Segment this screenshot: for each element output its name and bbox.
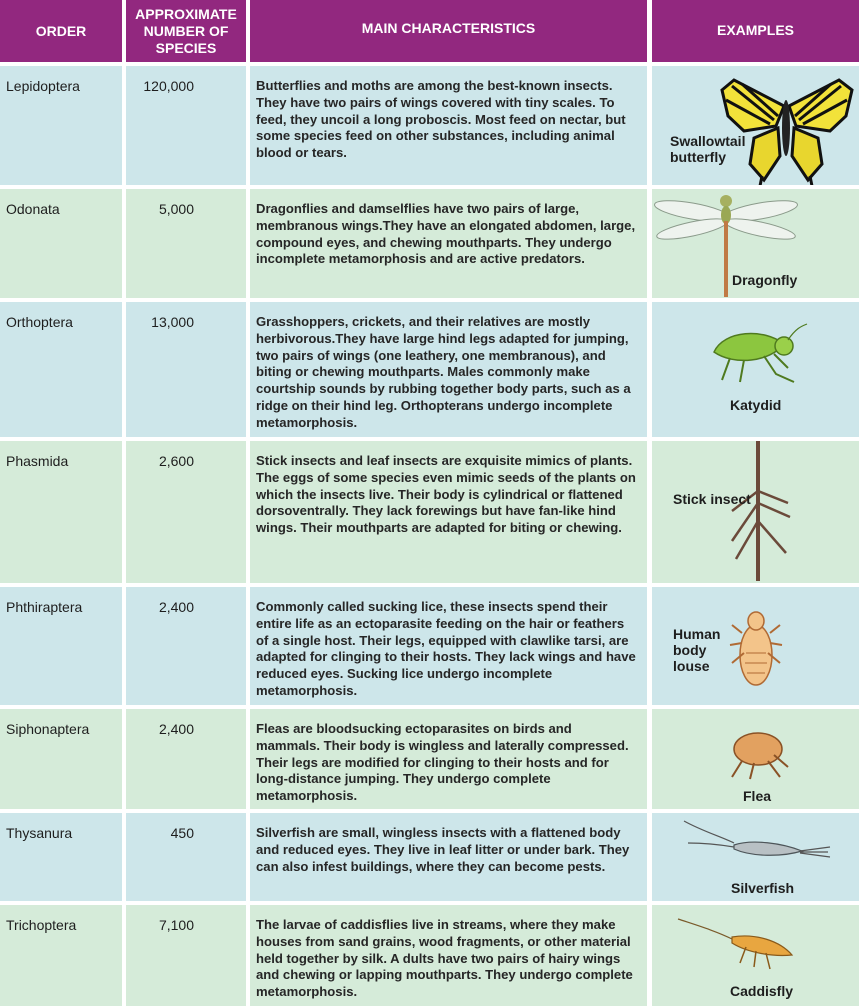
species-count-cell: 5,000 <box>126 189 246 298</box>
species-count-cell: 2,400 <box>126 709 246 809</box>
header-species: APPROXIMATE NUMBER OF SPECIES <box>126 0 246 62</box>
caddisfly-illustration <box>676 911 796 971</box>
characteristics-cell: Butterflies and moths are among the best-known insects. They have two pairs of wings covered with tiny scales. To feed, they uncoil a long proboscis. Most feed on nectar, but some species feed on other substances, including animal blood or tears. <box>250 66 647 185</box>
stick-insect-illustration <box>728 441 818 581</box>
characteristics-cell: The larvae of caddisflies live in streams, where they make houses from sand grains, wood fragments, or other material held together by silk. A dults have two pairs of hairy wings and chewing or lapping mouthparts. They undergo complete metamorphosis. <box>250 905 647 1006</box>
example-label: Dragonfly <box>732 272 798 288</box>
order-cell: Siphonaptera <box>0 709 122 809</box>
characteristics-cell: Commonly called sucking lice, these insects spend their entire life as an ectoparasite feeding on the hair or feathers of a single host. Their legs, equipped with clawlike tarsi, are adapted for clinging to their hosts. They lack wings and have reduced eyes. Sucking lice undergo incomplete metamorphosis. <box>250 587 647 705</box>
species-count-cell: 120,000 <box>126 66 246 185</box>
table-row <box>0 813 859 901</box>
table-row <box>0 905 859 1006</box>
header-order: ORDER <box>0 0 122 62</box>
example-label: Flea <box>743 788 772 804</box>
species-count-cell: 450 <box>126 813 246 901</box>
katydid-illustration <box>704 322 808 390</box>
header-characteristics: MAIN CHARACTERISTICS <box>250 0 647 62</box>
characteristics-cell: Dragonflies and damselflies have two pairs of large, membranous wings.They have an elongated abdomen, large, compound eyes, and chewing mouthparts. They undergo incomplete metamorphosis and are active predators. <box>250 189 647 298</box>
header-examples: EXAMPLES <box>652 0 859 62</box>
order-cell: Lepidoptera <box>0 66 122 185</box>
swallowtail-butterfly-illustration <box>714 76 859 185</box>
table-row <box>0 189 859 298</box>
example-cell <box>652 587 859 705</box>
example-cell <box>652 709 859 809</box>
table-row <box>0 66 859 185</box>
example-cell <box>652 905 859 1006</box>
table-row <box>0 302 859 437</box>
example-label: Silverfish <box>731 880 795 896</box>
example-label: Stick insect <box>673 491 751 507</box>
characteristics-cell: Fleas are bloodsucking ectoparasites on birds and mammals. Their body is wingless and laterally compressed. Their legs are modified for clinging to their hosts and for long-distance jumping. They undergo complete metamorphosis. <box>250 709 647 809</box>
example-cell <box>652 441 859 583</box>
table-row <box>0 587 859 705</box>
table-row <box>0 441 859 583</box>
characteristics-cell: Silverfish are small, wingless insects with a flattened body and reduced eyes. They live in leaf litter or under bark. They can also infest buildings, where they can become pests. <box>250 813 647 901</box>
example-cell <box>652 66 859 185</box>
order-cell: Thysanura <box>0 813 122 901</box>
example-label: Katydid <box>730 397 782 413</box>
example-cell <box>652 189 859 298</box>
species-count-cell: 2,600 <box>126 441 246 583</box>
order-cell: Phthiraptera <box>0 587 122 705</box>
species-count-cell: 7,100 <box>126 905 246 1006</box>
example-label: Human body louse <box>673 626 721 674</box>
species-count-cell: 13,000 <box>126 302 246 437</box>
example-cell <box>652 302 859 437</box>
flea-illustration <box>726 727 790 781</box>
order-cell: Trichoptera <box>0 905 122 1006</box>
table-header <box>0 0 859 62</box>
example-label: Caddisfly <box>730 983 794 999</box>
order-cell: Orthoptera <box>0 302 122 437</box>
silverfish-illustration <box>682 817 832 867</box>
table-row <box>0 709 859 809</box>
example-label: Swallowtail butterfly <box>670 133 746 165</box>
order-cell: Odonata <box>0 189 122 298</box>
characteristics-cell: Stick insects and leaf insects are exquisite mimics of plants. The eggs of some species even mimic seeds of the plants on which the insects live. Their body is cylindrical or flattened dorsoventrally. They lack forewings but have fan-like hind wings. Their mouthparts are adapted for biting or chewing. <box>250 441 647 583</box>
characteristics-cell: Grasshoppers, crickets, and their relatives are mostly herbivorous.They have large hind legs adapted for jumping, two pairs of wings (one leathery, one membranous), and biting or chewing mouthparts. Males commonly make courtship sounds by rubbing together body parts, such as a ridge on their hind leg. Orthopterans undergo incomplete metamorphosis. <box>250 302 647 437</box>
species-count-cell: 2,400 <box>126 587 246 705</box>
order-cell: Phasmida <box>0 441 122 583</box>
example-cell <box>652 813 859 901</box>
human-body-louse-illustration <box>728 603 784 689</box>
